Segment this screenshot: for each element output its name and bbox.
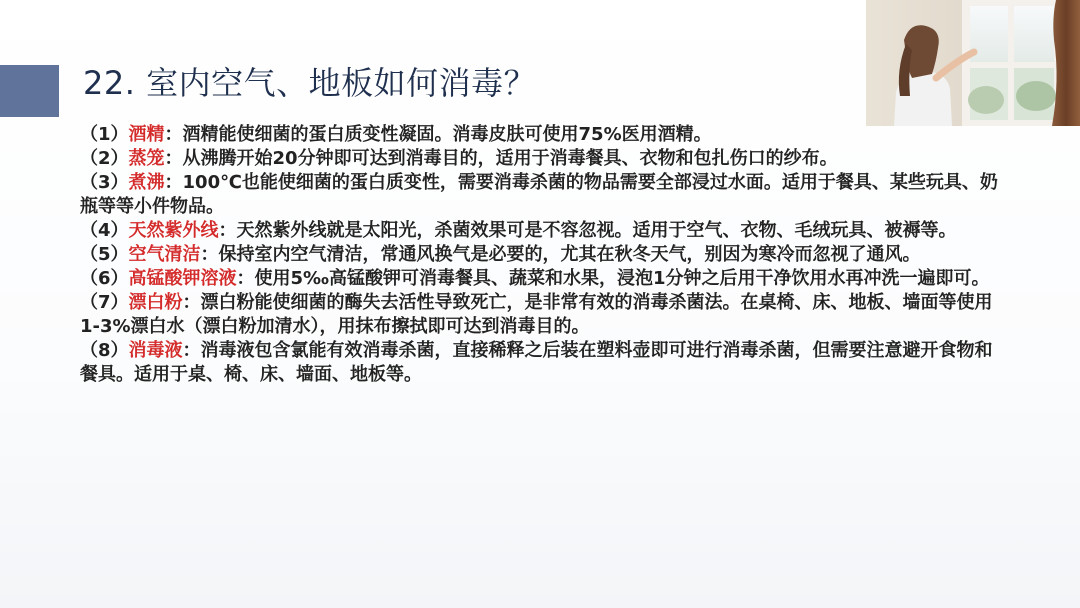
item-keyword: 天然紫外线 [128,220,219,241]
list-item-7 [80,291,1000,339]
item-text: ：100℃也能使细菌的蛋白质变性，需要消毒杀菌的物品需要全部浸过水面。适用于餐具、某些玩具、奶瓶等等小件物品。 [80,172,998,217]
list-item-8 [80,339,1000,387]
item-keyword: 消毒液 [128,340,183,361]
list-item-4 [80,219,1000,243]
item-number: （3） [80,172,129,193]
item-keyword: 蒸笼 [128,148,165,169]
item-text: ：保持室内空气清洁，常通风换气是必要的，尤其在秋冬天气，别因为寒冷而忽视了通风。 [200,244,921,265]
list-item-1 [80,123,1000,147]
item-keyword: 煮沸 [128,172,165,193]
list-item-2 [80,147,1000,171]
item-keyword: 漂白粉 [128,292,183,313]
item-number: （8） [80,340,129,361]
item-keyword: 酒精 [128,124,165,145]
list-item-3 [80,171,1000,219]
item-number: （1） [80,124,129,145]
item-text: ：使用5‰高锰酸钾可消毒餐具、蔬菜和水果，浸泡1分钟之后用干净饮用水再冲洗一遍即可。 [236,268,990,289]
title-accent-bar [0,65,59,117]
item-number: （4） [80,220,129,241]
item-text: ：从沸腾开始20分钟即可达到消毒目的，适用于消毒餐具、衣物和包扎伤口的纱布。 [164,148,838,169]
item-keyword: 空气清洁 [128,244,201,265]
item-text: ：酒精能使细菌的蛋白质变性凝固。消毒皮肤可使用75%医用酒精。 [164,124,712,145]
item-number: （6） [80,268,129,289]
slide-title: 22. 室内空气、地板如何消毒？ [83,64,537,102]
item-number: （5） [80,244,129,265]
item-number: （7） [80,292,129,313]
item-text: ：天然紫外线就是太阳光，杀菌效果可是不容忽视。适用于空气、衣物、毛绒玩具、被褥等。 [218,220,957,241]
list-item-5 [80,243,1000,267]
list-item-6 [80,267,1000,291]
disinfection-methods-list [80,123,1000,387]
item-number: （2） [80,148,129,169]
item-text: ：消毒液包含氯能有效消毒杀菌，直接稀释之后装在塑料壶即可进行消毒杀菌，但需要注意避开食物和餐具。适用于桌、椅、床、墙面、地板等。 [80,340,993,385]
item-text: ：漂白粉能使细菌的酶失去活性导致死亡，是非常有效的消毒杀菌法。在桌椅、床、地板、墙面等使用1-3%漂白水（漂白粉加清水），用抹布擦拭即可达到消毒目的。 [80,292,993,337]
item-keyword: 高锰酸钾溶液 [128,268,237,289]
woman-opening-window-photo [866,0,1080,126]
